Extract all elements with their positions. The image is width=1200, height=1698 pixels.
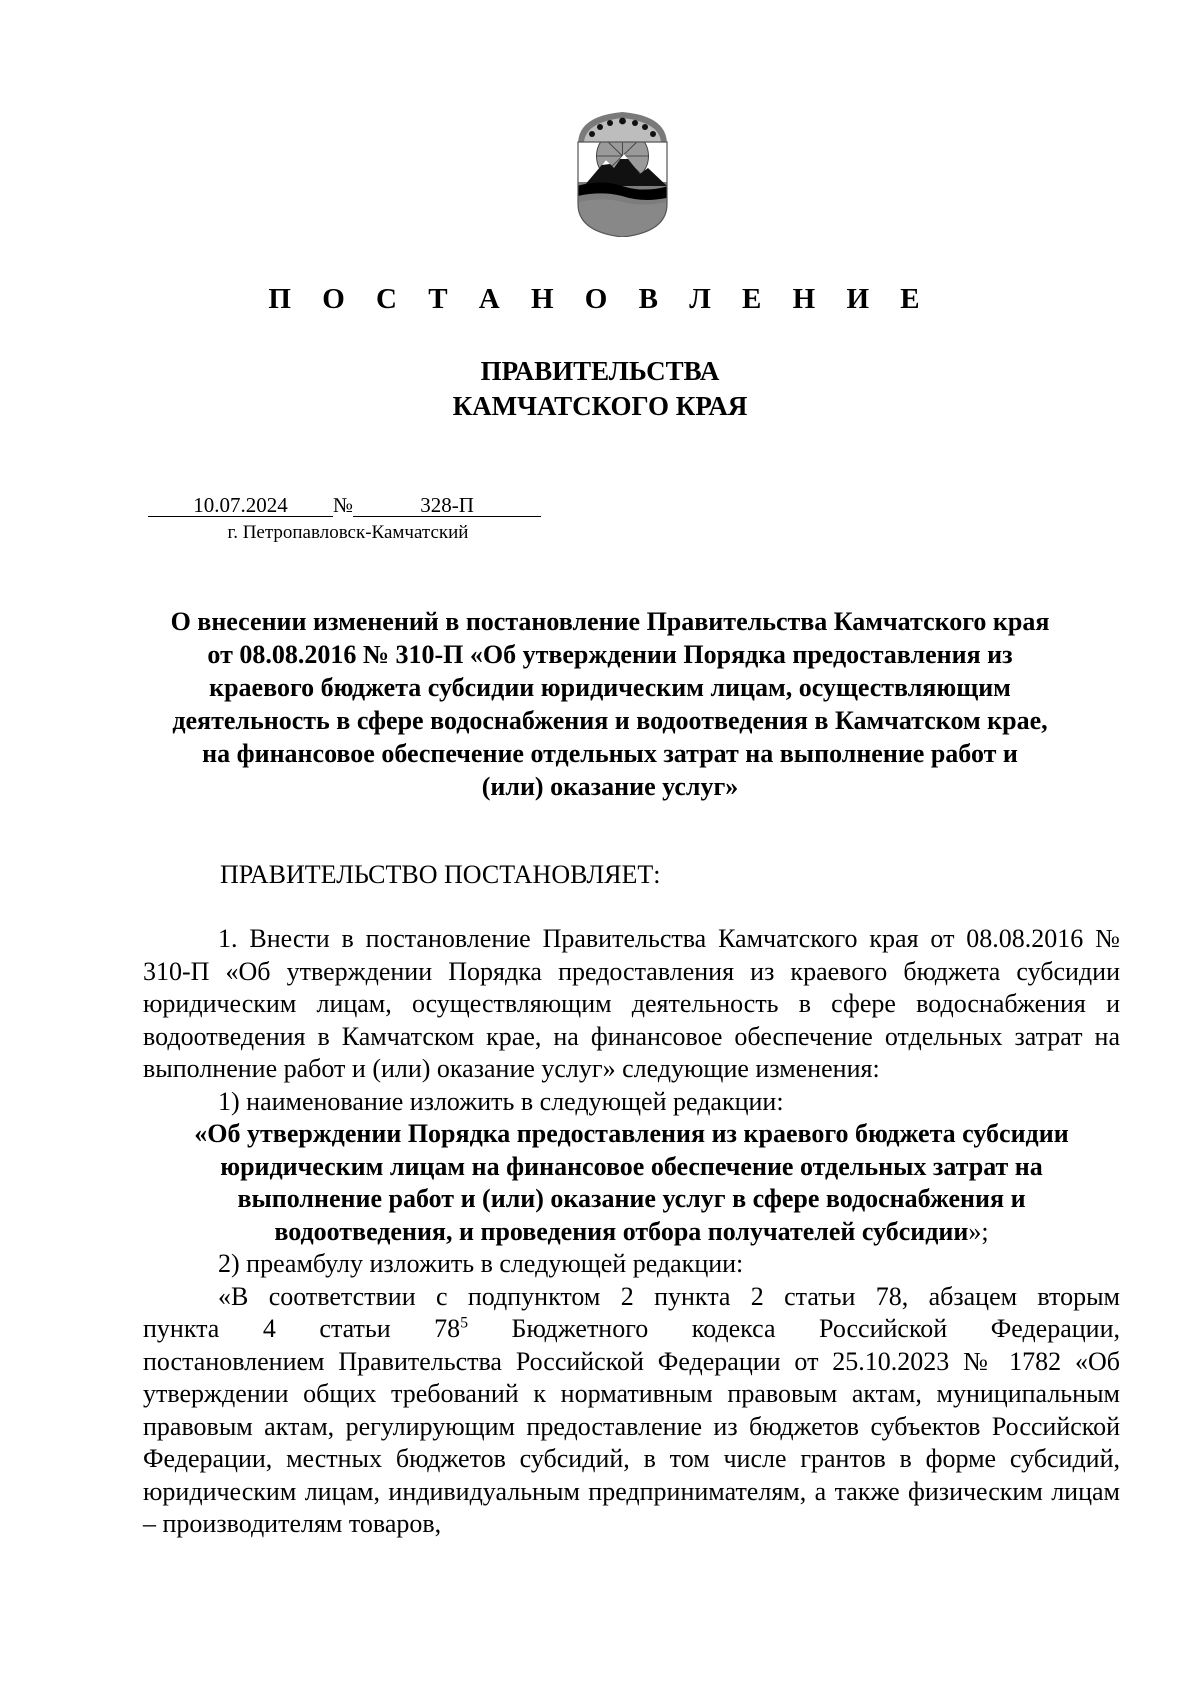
title-line: (или) оказание услуг» — [481, 772, 739, 801]
title-line: на финансовое обеспечение отдельных затрат на выполнение работ и — [202, 739, 1018, 768]
issuer-line: КАМЧАТСКОГО КРАЯ — [452, 391, 748, 421]
number-sign: № — [333, 493, 354, 517]
preamble-line-2-end: Бюджетного кодекса Российской Федерации, — [467, 1314, 1120, 1343]
registration-line — [148, 492, 541, 518]
article-superscript: 5 — [460, 1314, 468, 1332]
title-line: от 08.08.2016 № 310-П «Об утверждении Порядка предоставления из — [207, 640, 1013, 669]
new-name-line: водоотведения, и проведения отбора получателей субсидии — [274, 1216, 969, 1246]
document-body — [143, 923, 1120, 1541]
title-line: О внесении изменений в постановление Правительства Камчатского края — [170, 607, 1050, 636]
resolve-statement: ПРАВИТЕЛЬСТВО ПОСТАНОВЛЯЕТ: — [220, 860, 661, 889]
new-name-line: юридическим лицам на финансовое обеспечение отдельных затрат на — [220, 1151, 1043, 1181]
document-number: 328-П — [353, 494, 541, 517]
new-name-line: «Об утверждении Порядка предоставления из краевого бюджета субсидии — [194, 1119, 1069, 1148]
paragraph-1: 1. Внести в постановление Правительства Камчатского края от 08.08.2016 № 310-П «Об утверждении Порядка предоставления из краевого бюджета субсидии юридическим лицам, осуществляющим деятельность в сфере водоснабжения и водоотведения в Камчатском крае, на финансовое обеспечение отдельных затрат на выполнение работ и (или) оказание услуг» следующие изменения: — [143, 924, 1120, 1083]
item-2: 2) преамбулу изложить в следующей редакции: — [218, 1249, 744, 1278]
issuer-line: ПРАВИТЕЛЬСТВА — [480, 356, 720, 386]
title-line: краевого бюджета субсидии юридическим лицам, осуществляющим — [209, 673, 1011, 702]
preamble-line-2-start: пункта 4 статьи 78 — [143, 1314, 461, 1343]
preamble-line-2 — [143, 1313, 1120, 1346]
preamble-line-1: «В соответствии с подпунктом 2 пункта 2 статьи 78, абзацем вторым — [218, 1281, 1120, 1311]
document-title — [130, 605, 1090, 803]
document-type-heading: П О С Т А Н О В Л Е Н И Е — [268, 283, 932, 315]
issuer-heading — [0, 354, 1200, 424]
kamchatka-coat-of-arms-icon — [570, 104, 675, 237]
new-name-tail: »; — [968, 1216, 989, 1246]
new-name-line: выполнение работ и (или) оказание услуг в сфере водоснабжения и — [237, 1184, 1026, 1213]
preamble — [143, 1281, 1120, 1541]
preamble-rest: постановлением Правительства Российской Федерации от 25.10.2023 № 1782 «Об утверждении общих требований к нормативным правовым актам, муниципальным правовым актам, регулирующим предоставление из бюджетов субъектов Российской Федерации, местных бюджетов субсидий, в том числе грантов в форме субсидий, юридическим лицам, индивидуальным предпринимателям, а также физическим лицам – производителям товаров, — [143, 1346, 1120, 1538]
new-name-quote — [143, 1118, 1120, 1248]
document-date: 10.07.2024 — [148, 494, 333, 517]
title-line: деятельность в сфере водоснабжения и водоотведения в Камчатском крае, — [172, 706, 1048, 735]
document-place: г. Петропавловск-Камчатский — [227, 522, 469, 543]
item-1: 1) наименование изложить в следующей редакции: — [218, 1086, 784, 1116]
